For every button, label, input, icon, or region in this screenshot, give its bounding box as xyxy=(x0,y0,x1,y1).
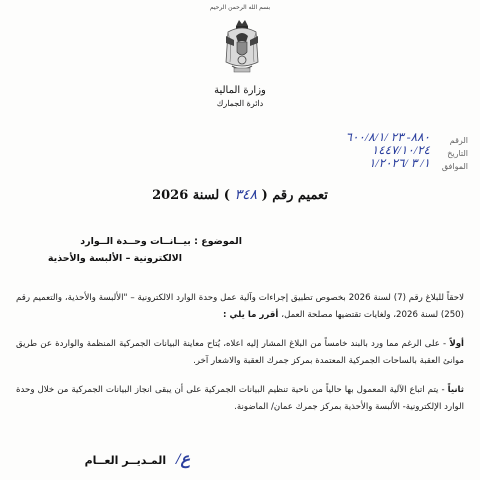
intro-paragraph xyxy=(16,290,464,324)
subject-block xyxy=(42,233,242,267)
signature-title: المـديــر العــام xyxy=(84,454,167,467)
signature-mark: ع/ xyxy=(176,451,190,468)
reference-number-value: ٨٨٠- ٢٣ /٦٠٠/٨/١ xyxy=(345,130,430,144)
item-second xyxy=(16,382,464,416)
item-first-text: - على الرغم مما ورد بالبند خامساً من البلاغ المشار إليه اعلاه، يُتاح معاينة البيانات الجمركية المنظمة والواردة عن طريق موانئ العقبة بالساحات الجمركية المعتمدة بمركز جمرك العقبة والاشعار آخر. xyxy=(16,339,464,366)
title-suffix: ) لسنة 2026 xyxy=(152,188,230,203)
reference-corresponding-label: الموافق xyxy=(441,162,468,171)
subject-line-1: الموضوع : بيــانــات وحــدة الــوارد xyxy=(80,236,242,247)
reference-block xyxy=(298,130,468,173)
subject-line-2: الالكترونية – الألبسة والأحذية xyxy=(47,253,182,264)
item-first xyxy=(16,336,464,370)
reference-date-label: التاريخ xyxy=(447,149,468,158)
item-first-label: أولاً xyxy=(449,339,464,349)
ministry-header xyxy=(205,84,275,110)
reference-date-value: ١٤٤٧/١٠/٢٤ xyxy=(371,143,430,157)
reference-corresponding-row xyxy=(298,156,468,173)
reference-corresponding-value: ١/ ٣ /١/٢٠٢٦ xyxy=(368,156,430,170)
item-second-label: ثانياً xyxy=(447,385,465,395)
bismillah-text: بسم الله الرحمن الرحيم xyxy=(209,4,271,11)
reference-number-label: الرقم xyxy=(449,136,468,145)
department-name: دائرة الجمارك xyxy=(216,99,264,108)
item-second-text: - يتم اتباع الآلية المعمول بها حالياً من ناحية تنظيم البيانات الجمركية على أن يبقى انجاز البيانات الجمركية من خلال وحدة الوارد الإلكترونية- الألبسة والأحذية بمركز جمرك عمان/ الماضونة. xyxy=(16,385,464,412)
title-prefix: تعميم رقم ( xyxy=(261,188,328,203)
circular-number: ٣٤٨ xyxy=(234,188,258,203)
intro-text: لاحقاً للبلاغ رقم (7) لسنة 2026 بخصوص تطبيق إجراءات وآلية عمل وحدة الوارد الالكترونية – "الألبسة والأحذية، والتعميم رقم (250) لسنة 2026، ولغايات تقتضيها مصلحة العمل، xyxy=(16,293,464,320)
coat-of-arms-icon xyxy=(222,16,262,78)
signature-block xyxy=(85,449,190,469)
ministry-name: وزارة المالية xyxy=(214,85,266,96)
intro-decision: أقرر ما يلي : xyxy=(223,310,282,320)
circular-title xyxy=(0,187,480,204)
document-body xyxy=(16,290,464,428)
